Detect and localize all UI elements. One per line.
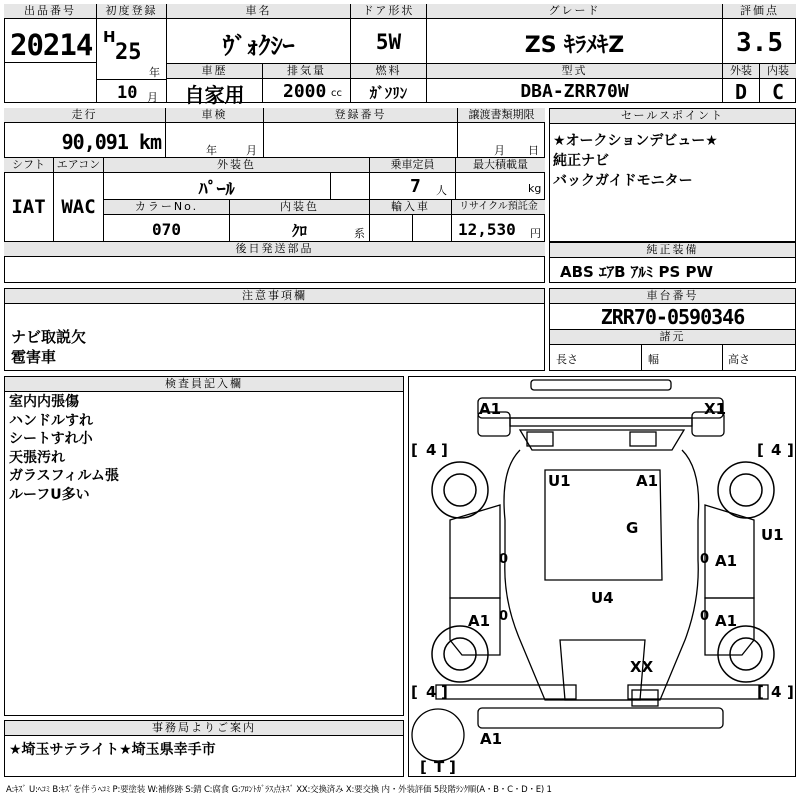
seats-unit: 人 bbox=[436, 184, 447, 197]
transfer-day-unit: 日 bbox=[528, 144, 539, 157]
registration-number-label: 登録番号 bbox=[264, 108, 457, 123]
office-label: 事務局よりご案内 bbox=[5, 721, 403, 736]
inspector-notes: 室内内張傷 ハンドルすれ シートすれ小 天張汚れ ガラスフィルム張 ルーフU多い bbox=[9, 394, 119, 503]
tire-rear-left: 4 bbox=[426, 683, 437, 701]
equipment-box bbox=[549, 242, 796, 283]
sales-points-box bbox=[549, 108, 796, 242]
svg-text:[: [ bbox=[411, 441, 418, 459]
score-label: 評価点 bbox=[723, 4, 796, 19]
door-cell bbox=[351, 4, 427, 64]
registration-year: 25 bbox=[115, 40, 142, 65]
score: 3.5 bbox=[736, 28, 783, 58]
inspector-box bbox=[4, 376, 404, 716]
mileage: 90,091 km bbox=[61, 130, 161, 154]
fuel-cell bbox=[351, 64, 427, 103]
mark-a1-left-low: A1 bbox=[468, 612, 491, 630]
mark-u4-center: U4 bbox=[591, 589, 614, 607]
load-unit: kg bbox=[528, 182, 542, 195]
registration-month: 10 bbox=[117, 83, 138, 103]
inspection-month-unit: 月 bbox=[246, 144, 257, 157]
svg-text:]: ] bbox=[787, 683, 794, 701]
inspection-label: 車検 bbox=[166, 108, 263, 123]
equipment-label: 純正装備 bbox=[550, 243, 795, 258]
recycle-unit: 円 bbox=[530, 227, 541, 240]
model-label: 型式 bbox=[427, 64, 722, 79]
mark-a1-top: A1 bbox=[479, 400, 502, 418]
svg-text:[: [ bbox=[411, 683, 418, 701]
exterior-grade-label: 外装 bbox=[723, 64, 759, 79]
import-cell bbox=[370, 200, 452, 242]
load-label: 最大積載量 bbox=[456, 158, 545, 173]
svg-text:]: ] bbox=[787, 441, 794, 459]
inspection-year-unit: 年 bbox=[206, 144, 217, 157]
mark-x1-top: X1 bbox=[704, 400, 727, 418]
legend: A:ｷｽﾞ U:ﾍｺﾐ B:ｷｽﾞを伴うﾍｺﾐ P:要塗装 W:補修跡 S:錆 C:腐食 G:ﾌﾛﾝﾄｶﾞﾗｽ点ｷｽﾞ XX:交換済み X:要交換 内・外装評価 5段階ﾗﾝｸ順(A・B・C・D・E) 1 bbox=[6, 785, 552, 795]
lot-cell bbox=[4, 4, 97, 103]
aircon-cell bbox=[54, 158, 104, 242]
svg-text:]: ] bbox=[449, 758, 456, 776]
car-damage-diagram bbox=[409, 377, 795, 776]
dimension-width: 幅 bbox=[648, 353, 659, 366]
lot-number: 20214 bbox=[10, 28, 93, 62]
aircon-label: エアコン bbox=[54, 158, 103, 173]
later-parts-label: 後日発送部品 bbox=[4, 242, 545, 257]
svg-text:]: ] bbox=[441, 441, 448, 459]
displacement-cell bbox=[263, 64, 351, 103]
chassis-number: ZRR70-0590346 bbox=[600, 305, 745, 329]
exterior-grade: D bbox=[734, 80, 748, 104]
dimension-height: 高さ bbox=[728, 353, 750, 366]
history-cell bbox=[167, 64, 263, 107]
interior-color-label: 内装色 bbox=[230, 200, 369, 215]
later-parts-cell bbox=[4, 242, 545, 283]
color-label: 外装色 bbox=[104, 158, 369, 173]
svg-text:[: [ bbox=[757, 683, 764, 701]
chassis-label: 車台番号 bbox=[550, 289, 795, 304]
registration-number-cell bbox=[264, 108, 458, 158]
tire-front-left: 4 bbox=[426, 441, 437, 459]
car-name: ｳﾞｫｸｼｰ bbox=[222, 32, 295, 60]
exterior-grade-cell bbox=[723, 64, 760, 103]
car-name-cell bbox=[167, 4, 351, 64]
tire-spare: T bbox=[434, 758, 445, 776]
color-number-label: カラーNo. bbox=[104, 200, 229, 215]
displacement: 2000 bbox=[283, 81, 327, 102]
notes: ナビ取説欠 雹害車 bbox=[11, 328, 87, 366]
inspector-label: 検査員記入欄 bbox=[5, 377, 403, 392]
mark-u1-side: U1 bbox=[761, 526, 784, 544]
notes-label: 注意事項欄 bbox=[5, 289, 544, 304]
mark-g-glass: G bbox=[626, 519, 639, 537]
sales-points-label: セールスポイント bbox=[550, 109, 795, 124]
registration-era: H bbox=[103, 28, 116, 46]
model: DBA-ZRR70W bbox=[520, 81, 629, 102]
grade: ZS ｷﾗﾒｷZ bbox=[524, 33, 625, 58]
grade-cell bbox=[427, 4, 723, 64]
shift-cell bbox=[4, 158, 54, 242]
svg-text:[: [ bbox=[757, 441, 764, 459]
month-unit: 月 bbox=[147, 91, 158, 104]
door-mark-right-front: 0 bbox=[700, 552, 710, 567]
color-number-cell bbox=[104, 200, 230, 242]
mark-u1-roof: U1 bbox=[548, 472, 571, 490]
recycle-label: リサイクル預託金 bbox=[452, 200, 545, 215]
mark-a1-right-low: A1 bbox=[715, 612, 738, 630]
history-label: 車歴 bbox=[167, 64, 262, 79]
year-unit: 年 bbox=[149, 66, 160, 79]
dimensions-label: 諸元 bbox=[550, 329, 795, 345]
seats: 7 bbox=[410, 176, 421, 197]
import-label: 輸入車 bbox=[370, 200, 451, 215]
shift: IAT bbox=[11, 196, 46, 218]
grade-label: グレード bbox=[427, 4, 722, 19]
transfer-deadline-label: 譲渡書類期限 bbox=[458, 108, 545, 123]
aircon: WAC bbox=[61, 196, 96, 218]
seats-label: 乗車定員 bbox=[370, 158, 455, 173]
damage-diagram-box bbox=[408, 376, 796, 777]
interior-color-unit: 系 bbox=[354, 227, 365, 240]
tire-rear-right: 4 bbox=[771, 683, 782, 701]
tire-front-right: 4 bbox=[771, 441, 782, 459]
model-cell bbox=[427, 64, 723, 103]
mark-a1-right-mid: A1 bbox=[715, 552, 738, 570]
registration-label: 初度登録 bbox=[97, 4, 166, 19]
mileage-cell bbox=[4, 108, 166, 158]
fuel-label: 燃料 bbox=[351, 64, 426, 79]
score-cell bbox=[723, 4, 796, 64]
history: 自家用 bbox=[184, 83, 245, 107]
displacement-unit: cc bbox=[331, 88, 342, 99]
interior-color-cell bbox=[230, 200, 370, 242]
svg-text:]: ] bbox=[441, 683, 448, 701]
displacement-label: 排気量 bbox=[263, 64, 350, 79]
mark-xx-rear: XX bbox=[630, 658, 654, 676]
interior-grade: C bbox=[771, 80, 785, 104]
svg-text:[: [ bbox=[420, 758, 427, 776]
interior-grade-label: 内装 bbox=[760, 64, 796, 79]
mark-a1-bottom: A1 bbox=[480, 730, 503, 748]
chassis-box bbox=[549, 288, 796, 371]
office-notice: ★埼玉サテライト★埼玉県幸手市 bbox=[9, 742, 216, 758]
lot-label: 出品番号 bbox=[4, 4, 96, 19]
color-cell bbox=[104, 158, 370, 200]
equipment: ABS ｴｱB ｱﾙﾐ PS PW bbox=[560, 263, 714, 281]
door-mark-right-rear: 0 bbox=[700, 609, 710, 624]
office-box bbox=[4, 720, 404, 777]
recycle-fee: 12,530 bbox=[458, 220, 516, 239]
transfer-month-unit: 月 bbox=[494, 144, 505, 157]
load-cell bbox=[456, 158, 545, 200]
interior-grade-cell bbox=[760, 64, 796, 103]
registration-cell bbox=[97, 4, 167, 103]
door-mark-left-rear: 0 bbox=[499, 609, 509, 624]
seats-cell bbox=[370, 158, 456, 200]
sales-points: ★オークションデビュー★ 純正ナビ バックガイドモニター bbox=[553, 133, 718, 189]
shift-label: シフト bbox=[4, 158, 53, 173]
color-number: 070 bbox=[152, 220, 181, 239]
transfer-deadline-cell bbox=[458, 108, 545, 158]
recycle-cell bbox=[452, 200, 545, 242]
mileage-label: 走行 bbox=[4, 108, 165, 123]
interior-color: ｸﾛ bbox=[291, 222, 307, 240]
fuel: ｶﾞｿﾘﾝ bbox=[369, 84, 408, 102]
color: ﾊﾟｰﾙ bbox=[198, 179, 235, 200]
door-mark-left-front: 0 bbox=[499, 552, 509, 567]
mark-a1-roof: A1 bbox=[636, 472, 659, 490]
door-label: ドア形状 bbox=[351, 4, 426, 19]
dimension-length: 長さ bbox=[556, 353, 578, 366]
door-type: 5W bbox=[375, 30, 402, 54]
car-name-label: 車名 bbox=[167, 4, 350, 19]
inspection-cell bbox=[166, 108, 264, 158]
notes-box bbox=[4, 288, 545, 371]
